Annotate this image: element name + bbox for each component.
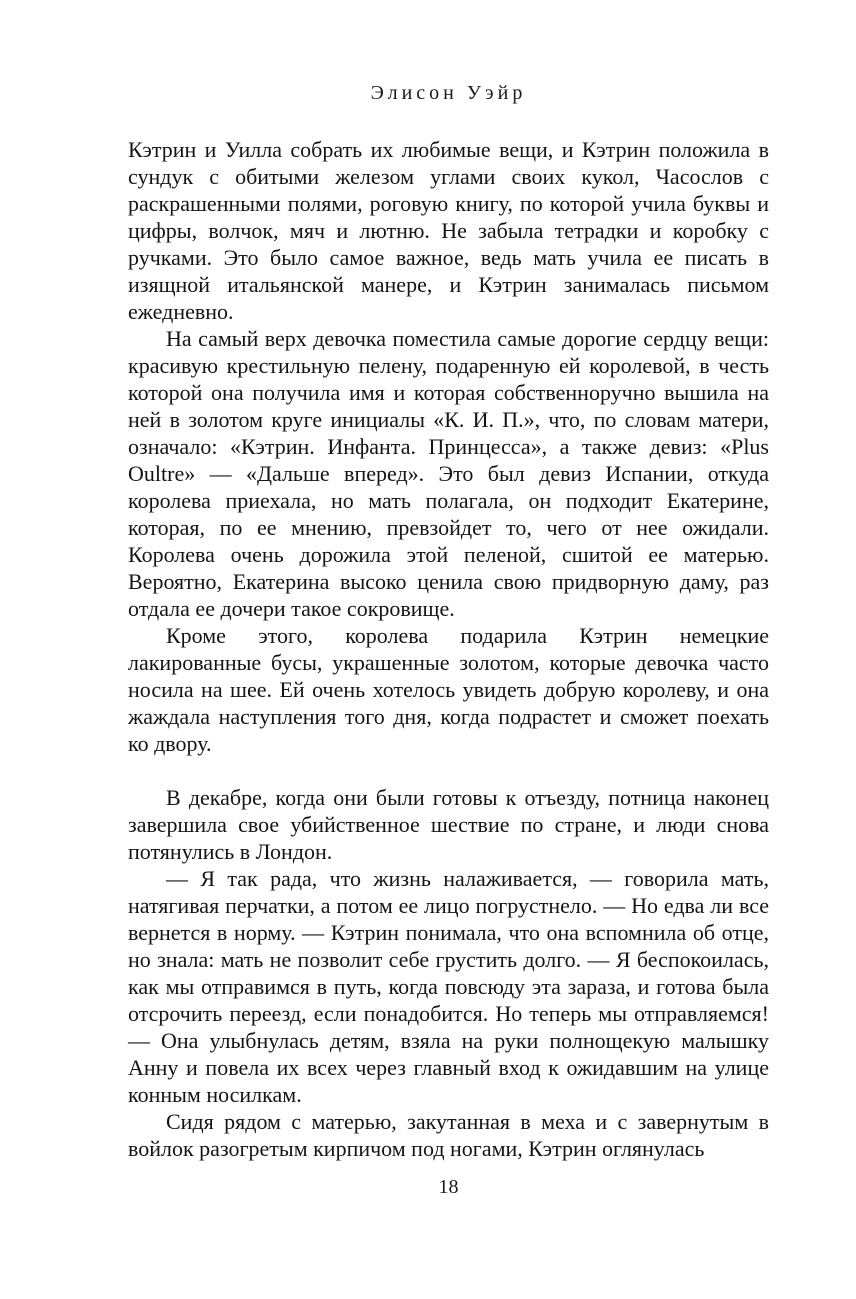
paragraph: На самый верх девочка поместила самые дорогие сердцу вещи: красивую крестильную пелену, подаренную ей королевой, в честь которой она получила имя и которая собственноручно вышила на ней в золотом круге инициалы «К. И. П.», что, по словам матери, означало: «Кэтрин. Инфанта. Принцесса», а также девиз: «Plus Oultre» — «Дальше вперед». Это был девиз Испании, откуда королева приехала, но мать полагала, он подходит Екатерине, которая, по ее мнению, превзойдет то, чего от нее ожидали. Королева очень дорожила этой пеленой, сшитой ее матерью. Вероятно, Екатерина высоко ценила свою придворную даму, раз отдала ее дочери такое сокровище. — [128, 326, 769, 621]
text-block — [128, 136, 769, 1162]
paragraph: В декабре, когда они были готовы к отъезду, потница наконец завершила свое убийственное шествие по стране, и люди снова потянулись в Лондон. — [128, 785, 769, 864]
page-number: 18 — [438, 1176, 459, 1198]
paragraph: Сидя рядом с матерью, закутанная в меха и с завернутым в войлок разогретым кирпичом под ногами, Кэтрин оглянулась — [128, 1109, 769, 1161]
paragraph: Кроме этого, королева подарила Кэтрин немецкие лакированные бусы, украшенные золотом, которые девочка часто носила на шее. Ей очень хотелось увидеть добрую королеву, и она жаждала наступления того дня, когда подрастет и сможет поехать ко двору. — [128, 623, 769, 756]
paragraph: Кэтрин и Уилла собрать их любимые вещи, и Кэтрин положила в сундук с обитыми железом углами своих кукол, Часослов с раскрашенными полями, роговую книгу, по которой учила буквы и цифры, волчок, мяч и лютню. Не забыла тетрадки и коробку с ручками. Это было самое важное, ведь мать учила ее писать в изящной итальянской манере, и Кэтрин занималась письмом ежедневно. — [128, 137, 769, 324]
paragraph: — Я так рада, что жизнь налаживается, — говорила мать, натягивая перчатки, а потом ее лицо погрустнело. — Но едва ли все вернется в норму. — Кэтрин понимала, что она вспомнила об отце, но знала: мать не позволит себе грустить долго. — Я беспокоилась, как мы отправимся в путь, когда повсюду эта зараза, и готова была отсрочить переезд, если понадобится. Но теперь мы отправляемся! — Она улыбнулась детям, взяла на руки полнощекую малышку Анну и повела их всех через главный вход к ожидавшим на улице конным носилкам. — [128, 866, 769, 1107]
running-header: Элисон Уэйр — [370, 82, 527, 104]
